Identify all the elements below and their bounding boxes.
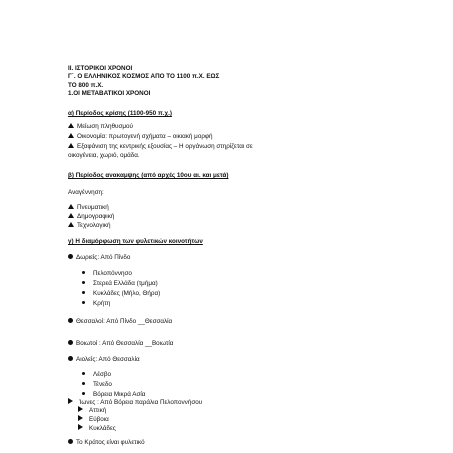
round-bullet-icon	[68, 439, 73, 444]
triangle-bullet-icon	[68, 143, 74, 148]
list-item: Εξαφάνιση της κεντρικής εξουσίας – Η οργάνωση στηρίζεται σε	[68, 143, 253, 151]
round-bullet-icon	[68, 356, 73, 361]
list-item: Βοιωτοί : Από Θεσσαλία __Βοιωτία	[68, 340, 173, 348]
list-item: Το Κράτος είναι φυλετικό	[68, 439, 145, 447]
small-bullet-icon	[82, 271, 85, 274]
sub-list-item: Πελοπόννησο	[82, 270, 132, 278]
heading-line-4: 1.ΟΙ ΜΕΤΑΒΑΤΙΚΟΙ ΧΡΟΝΟΙ	[68, 90, 151, 97]
list-item: Μείωση πληθυσμού	[68, 123, 133, 131]
list-item: Δημογραφική	[68, 213, 114, 221]
list-item: Ίωνες : Από Βόρεια παράλια Πελοποννήσου	[68, 398, 202, 407]
arrow-bullet-icon	[78, 406, 83, 412]
small-bullet-icon	[82, 291, 85, 294]
sub-list-item: Τένεδο	[82, 381, 112, 389]
list-item: Θεσσαλοί: Από Πίνδο __Θεσσαλία	[68, 318, 172, 326]
list-item: Δωριείς: Από Πίνδο	[68, 254, 130, 262]
sub-list-item: Αττική	[78, 406, 106, 415]
sub-list-item: Βόρεια Μικρά Ασία	[82, 391, 145, 399]
sub-list-item: Κυκλάδες	[78, 424, 116, 433]
sub-list-item: Στερεά Ελλάδα (τμήμα)	[82, 280, 158, 288]
list-item: Τεχνολογική	[68, 222, 111, 230]
section-c-title: γ) Η διαμόρφωση των φυλετικών κοινοτήτων	[68, 238, 203, 245]
round-bullet-icon	[68, 318, 73, 323]
small-bullet-icon	[82, 382, 85, 385]
triangle-bullet-icon	[68, 204, 74, 209]
heading-line-1: II. ΙΣΤΟΡΙΚΟΙ ΧΡΟΝΟΙ	[68, 65, 133, 72]
round-bullet-icon	[68, 340, 73, 345]
small-bullet-icon	[82, 372, 85, 375]
triangle-bullet-icon	[68, 213, 74, 218]
section-b-intro: Αναγέννηση:	[68, 189, 104, 196]
arrow-bullet-icon	[78, 415, 83, 421]
arrow-bullet-icon	[78, 424, 83, 430]
triangle-bullet-icon	[68, 222, 74, 227]
section-b-title: β) Περίοδος ανακαμψης (από αρχές 10ου αι. και μετά)	[68, 172, 229, 179]
arrow-bullet-icon	[68, 398, 73, 404]
list-item-continuation: οικογένεια, χωριό, ομάδα.	[68, 152, 140, 159]
list-item: Αιολείς: Από Θεσσαλία	[68, 356, 140, 364]
sub-list-item: Λέσβο	[82, 371, 111, 379]
sub-list-item: Κρήτη	[82, 300, 110, 308]
sub-list-item: Εύβοια	[78, 415, 109, 424]
sub-list-item: Κυκλάδες (Μήλο, Θήρα)	[82, 290, 160, 298]
triangle-bullet-icon	[68, 123, 74, 128]
list-item: Οικονομία: πρωτογενή σχήματα – οικιακή μορφή	[68, 133, 212, 141]
round-bullet-icon	[68, 254, 73, 259]
heading-line-2: Γ΄. Ο ΕΛΛΗΝΙΚΟΣ ΚΟΣΜΟΣ ΑΠΟ ΤΟ 1100 π.Χ. ΕΩΣ	[68, 73, 220, 80]
list-item: Πνευματική	[68, 204, 109, 212]
small-bullet-icon	[82, 281, 85, 284]
triangle-bullet-icon	[68, 133, 74, 138]
section-a-title: α) Περίοδος κρίσης (1100-950 π.χ.)	[68, 110, 172, 117]
small-bullet-icon	[82, 301, 85, 304]
small-bullet-icon	[82, 392, 85, 395]
heading-line-3: ΤΟ 800 π.Χ.	[68, 82, 104, 89]
